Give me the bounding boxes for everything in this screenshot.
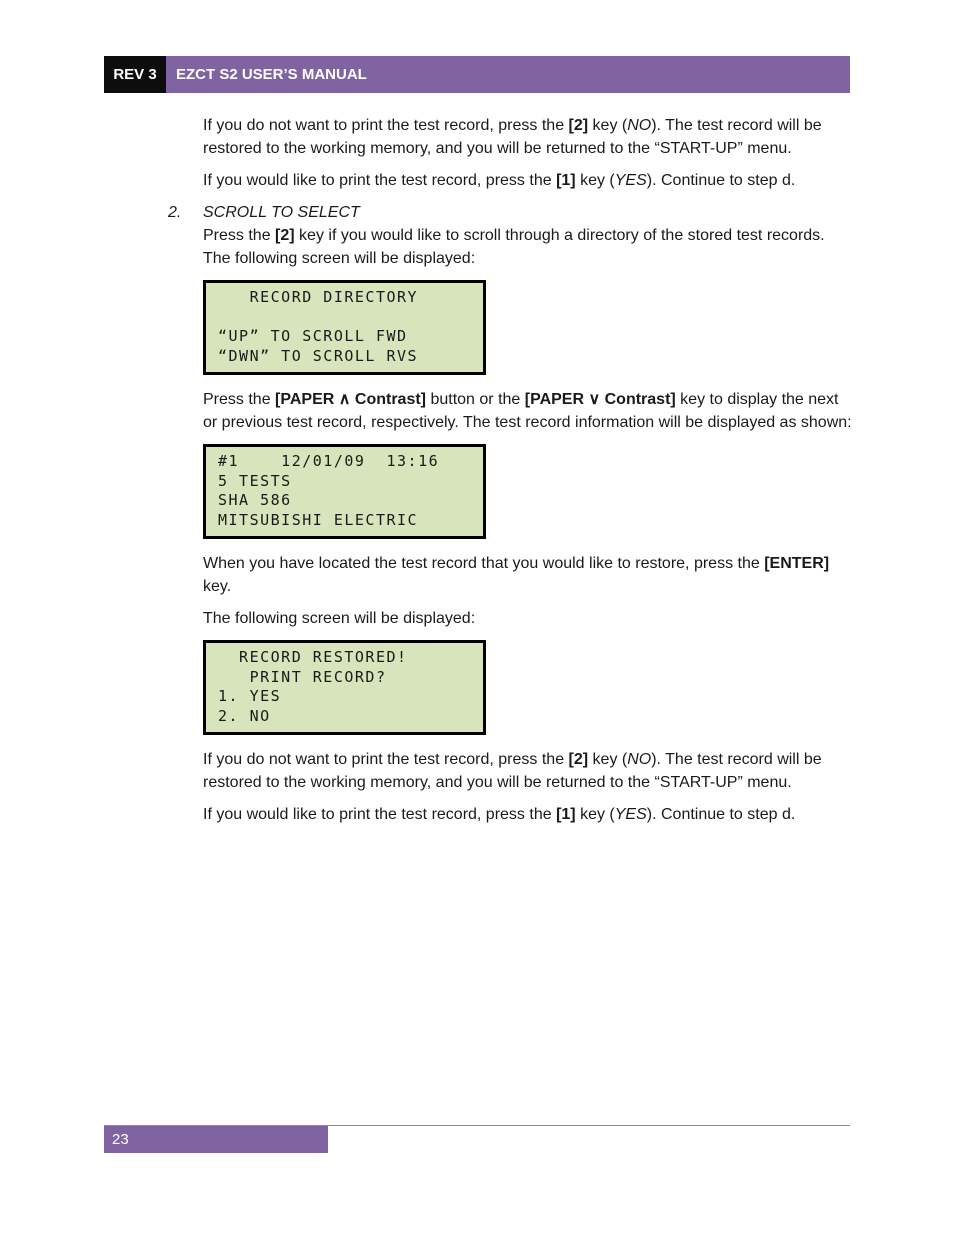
lcd-record-restored (203, 640, 486, 735)
lcd-line: 5 TESTS (218, 471, 292, 490)
lcd-line: 1. YES (218, 687, 282, 705)
lcd-line: 2. NO (218, 706, 271, 725)
page-content (168, 114, 853, 835)
section-title: SCROLL TO SELECT (203, 204, 360, 221)
lcd-line: “UP” TO SCROLL FWD (218, 327, 408, 345)
paragraph-scroll-intro: Press the [2] key if you would like to scroll through a directory of the stored test records. The following screen will be displayed: (203, 227, 825, 267)
paragraph-scroll-keys: Press the [PAPER ∧ Contrast] button or the [PAPER ∨ Contrast] key to display the next or previous test record, respectively. The test record information will be displayed as shown: (203, 391, 852, 431)
lcd-line: RECORD DIRECTORY (218, 288, 419, 306)
key-paper-up: [PAPER ∧ Contrast] (275, 391, 427, 408)
paragraph-print: If you would like to print the test record, press the [1] key (YES). Continue to step d. (203, 806, 796, 823)
key-enter: [ENTER] (764, 555, 830, 572)
lcd-record-info (203, 444, 486, 539)
key-2: [2] (568, 751, 589, 768)
lcd-line (218, 308, 483, 328)
manual-title: EZCT S2 USER’S MANUAL (166, 56, 850, 93)
lcd-line: RECORD RESTORED! (218, 648, 408, 666)
lcd-line: MITSUBISHI ELECTRIC (218, 510, 419, 529)
lcd-record-directory (203, 280, 486, 375)
revision-label: REV 3 (104, 56, 166, 93)
list-item-scroll-to-select (168, 201, 853, 270)
key-1: [1] (556, 806, 576, 823)
lcd-line: PRINT RECORD? (218, 667, 387, 686)
lcd-line: #1 12/01/09 13:16 (218, 452, 440, 470)
lcd-line: SHA 586 (218, 491, 292, 509)
list-number: 2. (168, 204, 182, 221)
key-2: [2] (275, 227, 295, 244)
paragraph-no-print: If you do not want to print the test record, press the [2] key (NO). The test record will be restored to the working memory, and you will be returned to the “START-UP” menu. (203, 751, 822, 791)
key-1: [1] (556, 172, 576, 189)
key-paper-down: [PAPER ∨ Contrast] (524, 391, 676, 408)
paragraph-no-print: If you do not want to print the test record, press the [2] key (NO). The test record will be restored to the working memory, and you will be returned to the “START-UP” menu. (203, 117, 822, 157)
page-header (104, 56, 850, 93)
paragraph-restore: When you have located the test record that you would like to restore, press the [ENTER] key. (203, 555, 830, 595)
lcd-line: “DWN” TO SCROLL RVS (218, 346, 419, 365)
key-2: [2] (568, 117, 589, 134)
page-number: 23 (104, 1126, 328, 1153)
paragraph-following: The following screen will be displayed: (203, 610, 476, 627)
paragraph-print: If you would like to print the test record, press the [1] key (YES). Continue to step d. (203, 172, 796, 189)
